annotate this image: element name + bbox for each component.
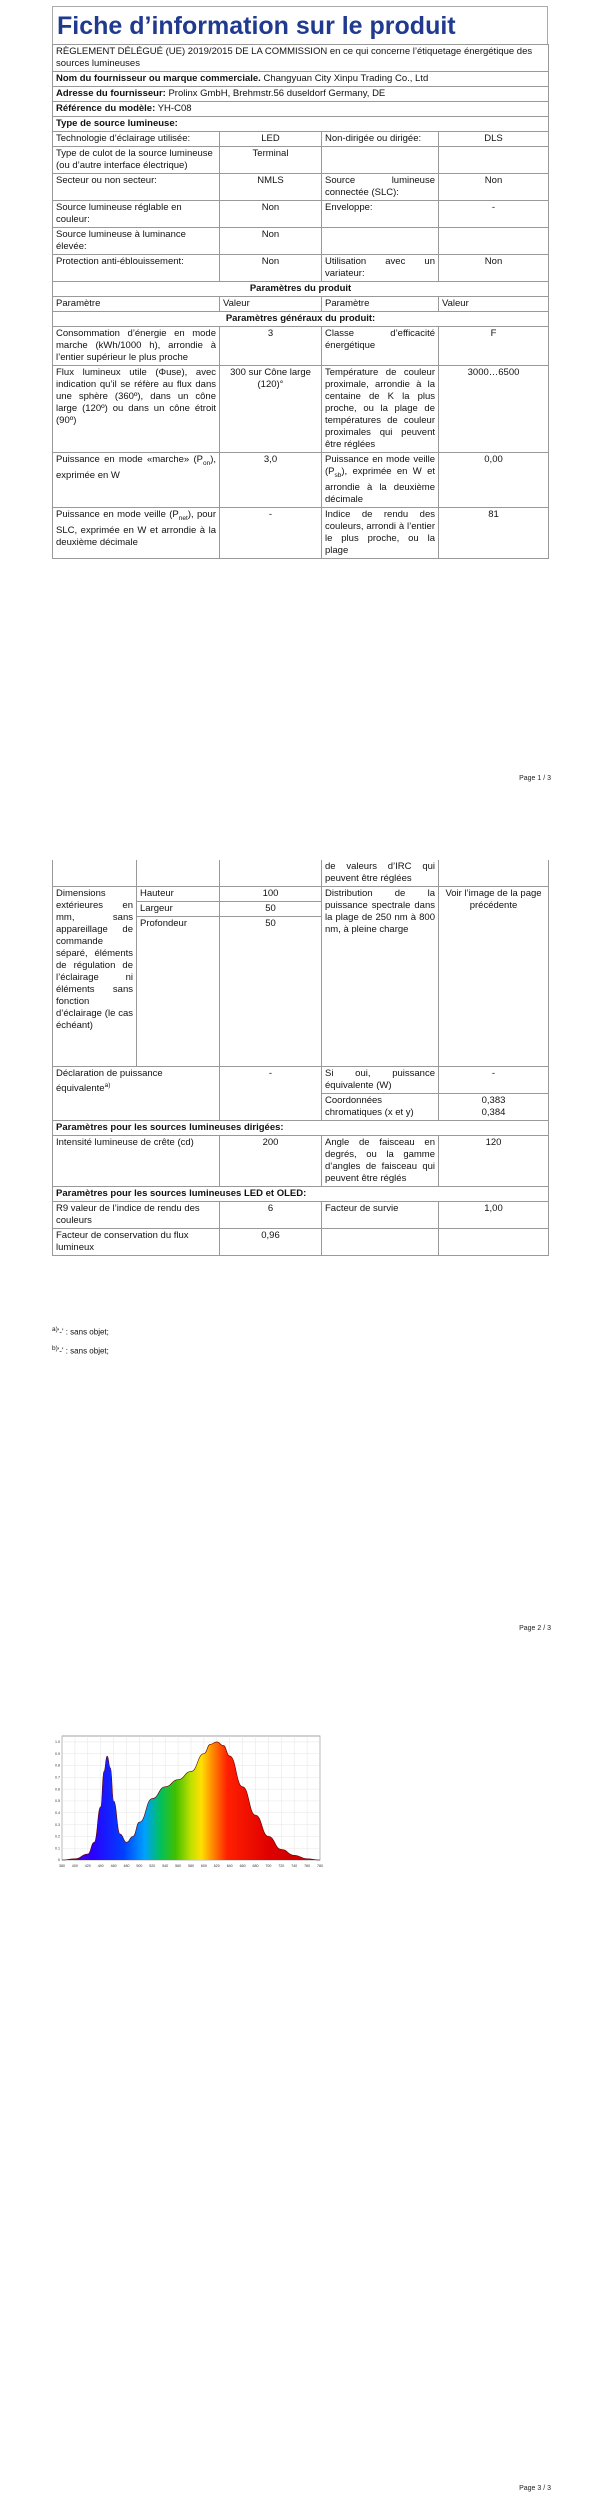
x-tick-label: 720 — [278, 1864, 285, 1868]
beam-label: Angle de faisceau en degrés, ou la gamme d’angles de faisceau qui peuvent être réglés — [322, 1136, 439, 1187]
footnote-a — [52, 1326, 109, 1337]
peak-label: Intensité lumineuse de crête (cd) — [53, 1136, 220, 1187]
chroma-label: Coordonnées chromatiques (x et y) — [322, 1094, 439, 1121]
footnote-b-mark: b) — [52, 1345, 58, 1352]
x-tick-label: 560 — [175, 1864, 182, 1868]
cap-label-line2: (ou d’autre interface électrique) — [56, 160, 188, 171]
maint-label: Facteur de conservation du flux lumineux — [53, 1229, 220, 1256]
chroma-value — [439, 1094, 549, 1121]
equiv-value: - — [220, 1067, 322, 1121]
hilum-value: Non — [220, 228, 322, 255]
x-tick-label: 740 — [291, 1864, 298, 1868]
led-header: Paramètres pour les sources lumineuses LED et OLED: — [53, 1187, 549, 1202]
page-number-3: Page 3 / 3 — [519, 2485, 551, 2492]
page-number-1: Page 1 / 3 — [519, 775, 551, 782]
width-label: Largeur — [137, 902, 220, 917]
width-value: 50 — [220, 902, 322, 917]
psb-label — [322, 453, 439, 508]
x-tick-label: 420 — [84, 1864, 91, 1868]
envelope-value: - — [439, 201, 549, 228]
x-tick-label: 780 — [317, 1864, 323, 1868]
y-tick-label: 0.9 — [55, 1751, 60, 1756]
nondir-label: Non-dirigée ou dirigée: — [322, 132, 439, 147]
empty-cell — [322, 1229, 439, 1256]
params-header: Paramètres du produit — [53, 282, 549, 297]
peak-value: 200 — [220, 1136, 322, 1187]
document-title: Fiche d’information sur le produit — [52, 6, 548, 44]
height-value: 100 — [220, 887, 322, 902]
x-tick-label: 760 — [304, 1864, 311, 1868]
x-tick-label: 440 — [97, 1864, 104, 1868]
pon-sub: on — [202, 459, 211, 467]
glare-label: Protection anti-éblouissement: — [53, 255, 220, 282]
y-tick-label: 0.3 — [55, 1822, 60, 1827]
slc-label: Source lumineuse connectée (SLC): — [322, 174, 439, 201]
footnote-b — [52, 1345, 109, 1356]
maint-value: 0,96 — [220, 1229, 322, 1256]
flux-value: 300 sur Cône large (120)° — [220, 366, 322, 453]
model-label: Référence du modèle: — [56, 103, 156, 114]
y-tick-label: 1.0 — [55, 1740, 60, 1745]
survival-label: Facteur de survie — [322, 1202, 439, 1229]
x-tick-label: 480 — [123, 1864, 130, 1868]
depth-value: 50 — [220, 917, 322, 1067]
colour-label: Source lumineuse réglable en couleur: — [53, 201, 220, 228]
empty-cell — [220, 860, 322, 887]
x-tick-label: 540 — [162, 1864, 169, 1868]
col-value-1: Valeur — [220, 297, 322, 312]
col-param-2: Paramètre — [322, 297, 439, 312]
x-tick-label: 500 — [136, 1864, 143, 1868]
empty-cell — [439, 147, 549, 174]
cap-label-line1: Type de culot de la source lumineuse — [56, 148, 213, 159]
tech-value: LED — [220, 132, 322, 147]
spd-value: Voir l’image de la page précédente — [439, 887, 549, 1067]
supplier-row — [53, 72, 549, 87]
supplier-label: Nom du fournisseur ou marque commerciale. — [56, 73, 261, 84]
empty-cell — [322, 147, 439, 174]
height-label: Hauteur — [137, 887, 220, 902]
dim-label: Utilisation avec un variateur: — [322, 255, 439, 282]
psb-label-a: Puissance en mode veille (P — [325, 454, 435, 477]
equiv-sup: a) — [104, 1082, 111, 1089]
empty-cell — [137, 860, 220, 887]
product-info-table — [52, 44, 549, 559]
psb-sub: sb — [334, 471, 342, 479]
pnet-label-a: Puissance en mode veille (P — [56, 508, 179, 520]
address-label: Adresse du fournisseur: — [56, 88, 166, 99]
pon-label-a: Puissance en mode «marche» (P — [56, 454, 203, 465]
psb-label-b: ), exprimée en W et arrondie à la deuxième décimale — [325, 466, 435, 505]
slc-value: Non — [439, 174, 549, 201]
equiv-power-label: Si oui, puissance équivalente (W) — [322, 1067, 439, 1094]
spectrum-chart-svg — [46, 1730, 326, 1875]
x-tick-label: 620 — [213, 1864, 220, 1868]
page-1 — [0, 0, 591, 800]
pon-label-b: ), exprimée en W — [56, 454, 216, 481]
equiv-label — [53, 1067, 220, 1121]
y-tick-label: 0.6 — [55, 1787, 60, 1792]
envelope-label: Enveloppe: — [322, 201, 439, 228]
spectrum-chart — [46, 1730, 326, 1875]
page-number-2: Page 2 / 3 — [519, 1625, 551, 1632]
pnet-label-b: ), pour SLC, exprimée en W et arrondie à la deuxième décimale — [56, 508, 216, 548]
flux-label: Flux lumineux utile (Φuse), avec indication qu’il se réfère au flux dans une sphère (360º), dans un cône large (120º) ou dans un cône étroit (90º) — [53, 366, 220, 453]
mains-value: NMLS — [220, 174, 322, 201]
chroma-x: 0,383 — [481, 1095, 506, 1106]
class-value: F — [439, 327, 549, 366]
x-tick-label: 520 — [149, 1864, 156, 1868]
survival-value: 1,00 — [439, 1202, 549, 1229]
supplier-value: Changyuan City Xinpu Trading Co., Ltd — [263, 73, 429, 84]
page-3 — [0, 1690, 591, 2510]
dims-label: Dimensions extérieures en mm, sans appareillage de commande séparé, éléments de régulation de l’éclairage ni éléments sans fonction d’éclairage (le cas échéant) — [53, 887, 137, 1067]
r9-label: R9 valeur de l’indice de rendu des couleurs — [53, 1202, 220, 1229]
x-tick-label: 380 — [59, 1864, 65, 1868]
empty-cell — [439, 228, 549, 255]
x-tick-label: 680 — [252, 1864, 259, 1868]
x-tick-label: 580 — [188, 1864, 194, 1868]
regulation-text: RÈGLEMENT DÉLÉGUÉ (UE) 2019/2015 DE LA COMMISSION en ce qui concerne l’étiquetage énergétique des sources lumineuses — [53, 45, 549, 72]
y-tick-label: 0.1 — [55, 1846, 60, 1851]
glare-value: Non — [220, 255, 322, 282]
cri-label-part1: Indice de rendu des couleurs, arrondi à l’entier le plus proche, ou la plage — [322, 507, 439, 558]
product-info-table-continued — [52, 860, 549, 1256]
equiv-label-text: Déclaration de puissance équivalente — [56, 1068, 163, 1095]
x-tick-label: 400 — [71, 1864, 78, 1868]
energy-value: 3 — [220, 327, 322, 366]
equiv-power-value: - — [439, 1067, 549, 1094]
y-tick-label: 0.8 — [55, 1763, 60, 1768]
y-tick-label: 0.7 — [55, 1775, 60, 1780]
pnet-label — [53, 507, 220, 558]
x-tick-label: 640 — [226, 1864, 233, 1868]
hilum-label: Source lumineuse à luminance élevée: — [53, 228, 220, 255]
x-tick-label: 660 — [239, 1864, 246, 1868]
x-tick-labels — [59, 1864, 323, 1868]
y-tick-label: 0.5 — [55, 1799, 60, 1804]
r9-value: 6 — [220, 1202, 322, 1229]
footnote-a-mark: a) — [52, 1326, 58, 1333]
x-tick-label: 700 — [265, 1864, 272, 1868]
cct-value: 3000…6500 — [439, 366, 549, 453]
x-tick-label: 600 — [200, 1864, 207, 1868]
dim-value: Non — [439, 255, 549, 282]
nondir-value: DLS — [439, 132, 549, 147]
pnet-sub: net — [178, 514, 188, 522]
depth-label: Profondeur — [137, 917, 220, 1067]
type-header: Type de source lumineuse: — [53, 117, 549, 132]
empty-cell — [53, 860, 137, 887]
cap-label — [53, 147, 220, 174]
footnote-b-text: '-' : sans objet; — [57, 1346, 109, 1356]
y-tick-label: 0 — [58, 1858, 60, 1863]
cap-value: Terminal — [220, 147, 322, 174]
address-value: Prolinx GmbH, Brehmstr.56 duseldorf Germany, DE — [168, 88, 386, 99]
spd-label: Distribution de la puissance spectrale dans la plage de 250 nm à 800 nm, à pleine charge — [322, 887, 439, 1067]
pon-label — [53, 453, 220, 508]
pnet-value: - — [220, 507, 322, 558]
directional-header: Paramètres pour les sources lumineuses dirigées: — [53, 1121, 549, 1136]
empty-cell — [322, 228, 439, 255]
psb-value: 0,00 — [439, 453, 549, 508]
x-tick-label: 460 — [110, 1864, 117, 1868]
y-tick-label: 0.4 — [55, 1810, 60, 1815]
cri-value: 81 — [439, 507, 549, 558]
col-param-1: Paramètre — [53, 297, 220, 312]
page-2 — [0, 860, 591, 1660]
beam-value: 120 — [439, 1136, 549, 1187]
y-tick-label: 0.2 — [55, 1834, 60, 1839]
empty-cell — [439, 1229, 549, 1256]
tech-label: Technologie d’éclairage utilisée: — [53, 132, 220, 147]
pon-value: 3,0 — [220, 453, 322, 508]
footnote-a-text: '-' : sans objet; — [57, 1327, 109, 1337]
address-row — [53, 87, 549, 102]
empty-cell — [439, 860, 549, 887]
y-tick-labels — [55, 1740, 60, 1862]
cct-label: Température de couleur proximale, arrondie à la centaine de K la plus proche, ou la plage de températures de couleur proximales qui peuvent être réglées — [322, 366, 439, 453]
col-value-2: Valeur — [439, 297, 549, 312]
model-row — [53, 102, 549, 117]
colour-value: Non — [220, 201, 322, 228]
chroma-y: 0,384 — [481, 1107, 506, 1118]
mains-label: Secteur ou non secteur: — [53, 174, 220, 201]
general-header: Paramètres généraux du produit: — [53, 312, 549, 327]
model-value: YH-C08 — [157, 103, 192, 114]
cri-label-part2: de valeurs d’IRC qui peuvent être réglées — [322, 860, 439, 887]
class-label: Classe d’efficacité énergétique — [322, 327, 439, 366]
energy-label: Consommation d’énergie en mode marche (kWh/1000 h), arrondie à l’entier supérieur le plus proche — [53, 327, 220, 366]
